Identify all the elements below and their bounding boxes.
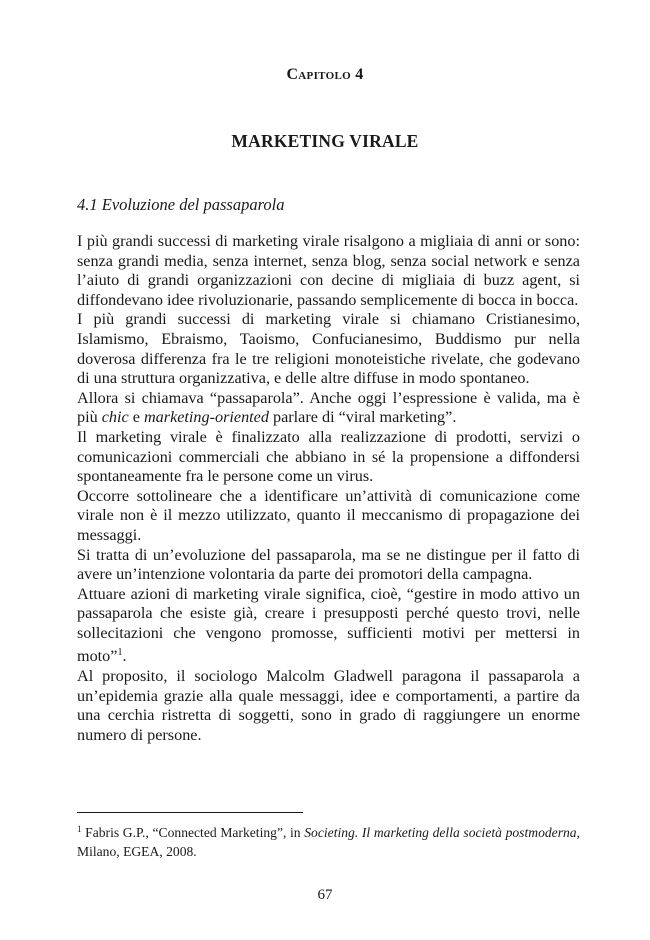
- footnote-book-title: Societing. Il marketing della società postmoderna: [304, 825, 577, 840]
- paragraph: Allora si chiamava “passaparola”. Anche oggi l’espressione è valida, ma è più chic e marketing-oriented parlare di “viral marketing”.: [77, 388, 580, 427]
- paragraph: Il marketing virale è finalizzato alla realizzazione di prodotti, servizi o comunicazioni commerciali che abbiano in sé la propensione a diffondersi spontaneamente fra le persone come un virus.: [77, 427, 580, 486]
- footnote-mark: 1: [77, 824, 82, 834]
- body-text: [77, 232, 580, 745]
- chapter-label: Capitolo 4: [286, 66, 364, 83]
- footnote-divider: [77, 812, 303, 813]
- chapter-title: MARKETING VIRALE: [231, 131, 419, 151]
- paragraph: Attuare azioni di marketing virale significa, cioè, “gestire in modo attivo un passaparola che esiste già, creare i presupposti perché questo trovi, nelle sollecitazioni che vengono promosse, sufficienti motivi per mettersi in moto”$^1$.: [77, 584, 580, 666]
- paragraph: Al proposito, il sociologo Malcolm Gladwell paragona il passaparola a un’epidemia grazie alla quale messaggi, idee e comportamenti, a partire da una cerchia ristretta di soggetti, sono in grado di raggiungere un enorme numero di persone.: [77, 667, 580, 744]
- footnote: $^1$ Fabris G.P., “Connected Marketing”, in Societing. Il marketing della società postmoderna, Milano, EGEA, 2008.: [77, 824, 580, 859]
- paragraph: Occorre sottolineare che a identificare un’attività di comunicazione come virale non è il mezzo utilizzato, quanto il meccanismo di propagazione dei messaggi.: [77, 486, 580, 544]
- paragraph: Si tratta di un’evoluzione del passaparola, ma se ne distingue per il fatto di avere un’intenzione volontaria da parte dei promotori della campagna.: [77, 545, 580, 584]
- page-number: 67: [317, 887, 333, 903]
- italic-term: marketing-oriented: [143, 408, 269, 427]
- paragraph: I più grandi successi di marketing virale si chiamano Cristianesimo, Islamismo, Ebraismo, Taoismo, Confucianesimo, Buddismo pur nella doverosa differenza fra le tre religioni monoteistiche rivelate, che godevano di una struttura organizzativa, e delle altre diffuse in modo spontaneo.: [77, 310, 580, 388]
- section-heading: 4.1 Evoluzione del passaparola: [77, 195, 285, 214]
- italic-term: chic: [101, 408, 129, 427]
- paragraph: I più grandi successi di marketing virale risalgono a migliaia di anni or sono: senza grandi media, senza internet, senza blog, senza social network e senza l’aiuto di grandi organizzazioni con decine di migliaia di buzz agent, si diffondevano idee rivoluzionarie, passando semplicemente di bocca in bocca.: [77, 232, 580, 309]
- footnote-reference[interactable]: 1: [117, 647, 123, 659]
